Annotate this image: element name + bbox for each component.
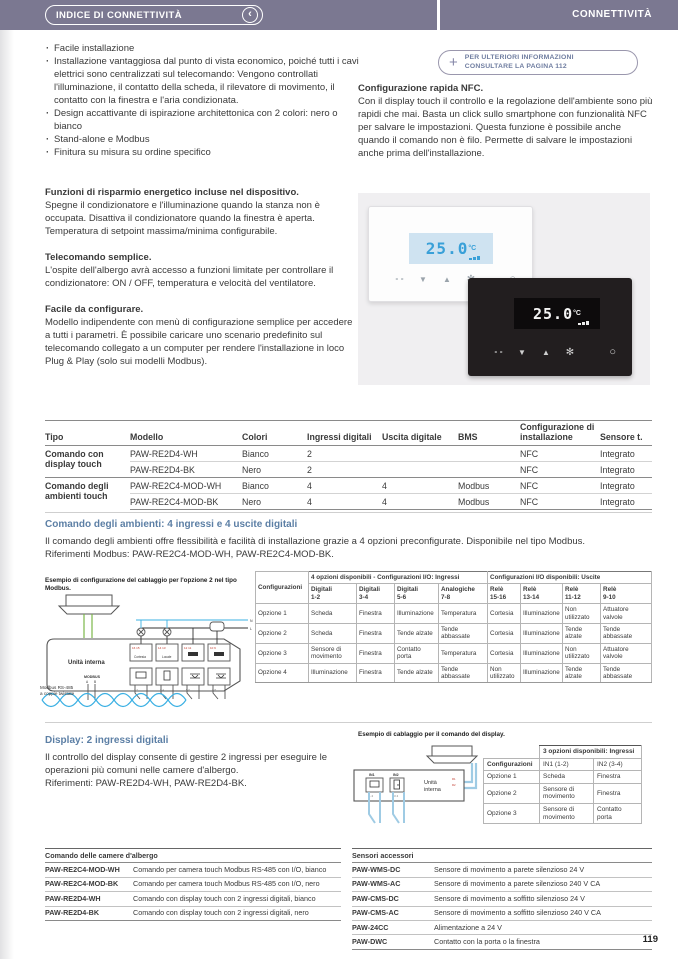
model-desc: Contatto con la porta o la finestra [434,935,652,949]
cell: Tende abbassate [439,624,488,644]
nfc-body: Con il display touch il controllo e la regolazione dell'ambiente sono più rapidi che mai. Basta un click sullo smartphone con funzionalità NFC per salvare le impostazioni. Questa funzione è possibile anche quando il comando non è filo. Permette di salvare le impostazioni anche prima dell'installazione. [358,96,653,159]
cell: 4 [382,494,458,510]
terminal-numbers: 1 2 [369,794,374,798]
cell: PAW-RE2C4-MOD-WH [130,478,242,494]
line-label: L [250,627,252,631]
locale-label: Locale [162,655,172,659]
model-desc: Comando con display touch con 2 ingressi digitali, bianco [133,892,341,906]
cell: Attuatore valvole [601,643,652,663]
cell [382,446,458,462]
benefit-body: Modello indipendente con menù di configurazione semplice per accedere a tutti i parametri. È possibile caricare uno scenario predefinito sul telecomando collegato a un computer per rendere l'installazione in loco Plug & Play (solo sui modelli Modbus). [45,317,353,367]
hotel-room-controls-table [45,848,341,921]
wire [464,763,472,782]
cell: Opzione 1 [484,771,540,784]
cell: Tende alzate [395,624,439,644]
feature-bullet-list [45,42,359,159]
io-row-option4 [256,663,652,683]
wiring-diagram-caption: Esempio di configurazione del cablaggio per l'opzione 2 nel tipo Modbus. [45,577,237,592]
cell: Integrato [600,448,635,459]
plus-icon: + [449,53,458,71]
fan-speed-bars-icon [469,256,481,260]
benefit-easy-config [45,303,359,368]
sensors-table-title-row [352,849,652,863]
io-group-header-row [256,572,652,584]
ambient-section-refs: Riferimenti Modbus: PAW-RE2C4-MOD-WH, PAW-RE2C4-MOD-BK. [45,549,334,560]
thermostat-black [468,278,632,376]
io-subhead: Digitali 5-6 [395,584,439,604]
io-subhead: Relè 9-10 [601,584,652,604]
terminal-r2-label: R2 [452,783,456,787]
modbus-b-label: B [94,680,97,684]
model-desc: Sensore di movimento a soffitto silenzioso 24 V [434,892,652,906]
cell: Contatto porta [395,643,439,663]
model-code: PAW-RE2D4-WH [45,892,133,906]
col-ingressi: Ingressi digitali [307,421,382,446]
nfc-section [358,82,654,160]
benefit-energy-saving [45,186,359,238]
more-info-button[interactable] [438,50,638,75]
io-subhead: Relè 11-12 [563,584,601,604]
cell: Cortesia [488,643,521,663]
bullet-item: · Facile installazione [45,42,359,55]
model-code: PAW-RE2C4-MOD-BK [45,877,133,891]
terminal-numbers: 12 11 [184,646,192,650]
model-code: PAW-WMS-DC [352,863,434,877]
cell: Modbus [458,478,520,494]
model-code: PAW-DWC [352,935,434,949]
table-row [45,446,652,462]
cell: 2 [307,462,382,478]
cell: Non utilizzato [563,643,601,663]
cell: Scheda [540,771,594,784]
model-code: PAW-CMS-AC [352,906,434,920]
twisted-pair-label2: a coppie twistate [40,691,75,696]
cell: Illuminazione [521,643,563,663]
cell: Finestra [357,604,395,624]
io-subhead: Digitali 3-4 [357,584,395,604]
neutral-label: N [250,619,253,623]
cell: PAW-RE2D4-WH [130,448,198,459]
table-row [352,921,652,935]
cell: Scheda [309,624,357,644]
cell [458,462,520,478]
display-section-refs: Riferimenti: PAW-RE2D4-WH, PAW-RE2D4-BK. [45,778,247,789]
benefit-title: Telecomando semplice. [45,252,152,263]
ambient-control-section [45,518,652,561]
ambient-section-title: Comando degli ambienti: 4 ingressi e 4 uscite digitali [45,519,298,530]
in1-label: IN1 [369,773,375,777]
dtab-row [484,803,642,823]
cell: NFC [520,478,600,494]
cortesia-label: Cortesia [134,655,146,659]
fan-icon: ✻ [565,346,575,358]
more-info-line2: CONSULTARE LA PAGINA 112 [464,62,567,70]
cell: Contatto porta [594,803,642,823]
display-section [45,734,359,790]
dtab-group-header: 3 opzioni disponibili: Ingressi [540,746,642,759]
terminal-numbers: 16 15 [132,646,140,650]
bullet-item: · Finitura su misura su ordine specifico [45,146,359,159]
relay-icon [214,652,224,656]
back-button-label: INDICE DI CONNETTIVITÀ [56,9,182,21]
cell: Modbus [458,494,520,510]
mode-icon: ∘∘ [493,349,505,356]
cell: 4 [307,494,382,510]
cell: Illuminazione [309,663,357,683]
accessory-sensors-table [352,848,652,950]
wiring-diagram [38,592,256,714]
cell: Cortesia [488,604,521,624]
power-icon: ○ [609,346,616,358]
model-desc: Sensore di movimento a soffitto silenzioso 240 V CA [434,906,652,920]
option-name: Opzione 1 [256,604,309,624]
terminal-numbers: 7 8 [212,688,216,692]
cell: Sensore di movimento [540,803,594,823]
model-code: PAW-CMS-DC [352,892,434,906]
top-header-bar [0,0,678,30]
io-row-option2 [256,624,652,644]
cell: Bianco [242,478,307,494]
temp-down-icon: ▼ [419,274,427,284]
cell: Illuminazione [521,604,563,624]
cell: Nero [242,462,307,478]
table-row [45,877,341,891]
terminal-numbers: 5 6 [186,688,190,692]
cell: Scheda [309,604,357,624]
indoor-unit-label: Unità interna [68,660,105,666]
model-desc: Sensore di movimento a parete silenzioso 240 V CA [434,877,652,891]
cell: Finestra [357,643,395,663]
io-config-table [255,571,652,683]
thermostat-product-photo [358,193,650,385]
cell: PAW-RE2C4-MOD-BK [130,494,242,510]
cell: 4 [382,478,458,494]
cell: NFC [520,448,539,459]
io-subhead: Analogiche 7-8 [439,584,488,604]
cell: Bianco [242,448,269,459]
temp-up-icon: ▲ [542,347,550,357]
cell: Attuatore valvole [601,604,652,624]
col-colori: Colori [242,421,307,446]
dtab-group-row [484,746,642,759]
thermostat-white-lcd [409,233,493,264]
relay-icon [188,652,198,656]
col-bms: BMS [458,421,520,446]
model-desc: Comando per camera touch Modbus RS-485 con I/O, bianco [133,863,341,877]
cell: 2 [307,448,312,459]
terminal-numbers: 1 2 [134,688,138,692]
thermostat-black-lcd [514,298,600,329]
display-diagram-caption: Esempio di cablaggio per il comando del display. [358,731,505,738]
cell: Cortesia [488,624,521,644]
terminal-numbers: 3 4 [160,688,164,692]
io-row-option3 [256,643,652,663]
temperature-unit: °C [468,245,477,252]
model-code: PAW-24CC [352,921,434,935]
mode-icon: ∘∘ [394,276,406,283]
order-table-title-row [45,849,341,863]
display-section-title: Display: 2 ingressi digitali [45,735,169,746]
cell: Illuminazione [395,604,439,624]
io-subhead: Relè 15-16 [488,584,521,604]
bullet-item: · Stand-alone e Modbus [45,133,359,146]
io-row-option1 [256,604,652,624]
col-sensore: Sensore t. [600,421,652,446]
cell: Tende alzate [395,663,439,683]
display-wiring-diagram [352,742,480,847]
benefit-simple-remote [45,251,359,290]
io-subhead: Relè 13-14 [521,584,563,604]
option-name: Opzione 3 [256,643,309,663]
model-desc: Sensore di movimento a parete silenzioso 24 V [434,863,652,877]
option-name: Opzione 4 [256,663,309,683]
model-desc: Comando per camera touch Modbus RS-485 con I/O, nero [133,877,341,891]
type-cell: Comando degli ambienti touch [45,478,130,510]
model-code: PAW-RE2D4-BK [45,906,133,920]
temperature-unit: °C [573,310,581,317]
cell: Sensore di movimento [309,643,357,663]
cell: Finestra [357,624,395,644]
col-tipo: Tipo [45,421,130,446]
terminal-r1-label: R1 [452,777,456,781]
models-table [45,420,652,510]
nfc-title: Configurazione rapida NFC. [358,83,484,94]
cell: Non utilizzato [488,663,521,683]
wire [464,763,476,788]
col-modello: Modello [130,421,242,446]
io-outputs-group-header: Configurazioni I/O disponibili: Uscite [488,572,652,584]
io-col-configurazioni: Configurazioni [256,572,309,604]
cell: Illuminazione [521,663,563,683]
lamp-icons [137,622,224,636]
dtab-col: IN2 (3-4) [594,758,642,771]
table-row [352,863,652,877]
cell: Finestra [594,771,642,784]
table-row [45,494,652,510]
cell: Integrato [600,478,652,494]
cell [458,446,520,462]
cell: Temperatura [439,643,488,663]
models-header-row [45,421,652,446]
cell: Sensore di movimento [540,783,594,803]
io-inputs-group-header: 4 opzioni disponibili - Configurazioni I/O: Ingressi [309,572,488,584]
dtab-header-row [484,758,642,771]
cell: Tende alzate [563,624,601,644]
benefit-title: Facile da configurare. [45,304,144,315]
divider-rule [45,512,652,513]
option-name: Opzione 2 [256,624,309,644]
cell: Tende abbassate [439,663,488,683]
benefit-body: L'ospite dell'albergo avrà accesso a funzioni limitate per controllare il condizionatore: ON / OFF, temperatura e velocità del ventilatore. [45,265,334,289]
cell: NFC [520,494,600,510]
cell: Temperatura [439,604,488,624]
cell: Finestra [357,663,395,683]
temperature-reading: 25.0 [425,239,469,258]
bullet-item: · Installazione vantaggiosa dal punto di vista economico, poiché tutti i cavi elettrici sono centralizzati sul telecomando: Vengono controllati l'illuminazione, il contatto della scheda, il rilevatore di movimento, il contatto con la finestra e l'aria condizionata. [45,55,359,107]
benefit-body: Spegne il condizionatore e l'illuminazione quando la stanza non è occupata. Disattiva il condizionatore quando la finestra è aperta. Temperatura di setpoint massima/minima configurabile. [45,200,320,237]
cell: PAW-RE2D4-BK [130,462,242,478]
io-subhead: Digitali 1-2 [309,584,357,604]
cell: Integrato [600,494,652,510]
display-section-body: Il controllo del display consente di gestire 2 ingressi per eseguire le operazioni più comuni nelle camere d'albergo. [45,752,327,776]
chevron-left-icon: ‹ [242,7,258,23]
table-row [352,906,652,920]
cell: Opzione 3 [484,803,540,823]
fan-speed-bars-icon [578,321,590,325]
more-info-label [465,54,574,71]
temp-up-icon: ▲ [443,274,451,284]
type-cell: Comando con display touch [45,448,104,469]
temperature-reading: 25.0 [533,304,574,323]
cell: NFC [520,462,600,478]
header-divider [437,0,440,30]
table-row [352,877,652,891]
cell: Tende abbassate [601,624,652,644]
cell: 4 [307,478,382,494]
cell: Tende abbassate [601,663,652,683]
display-io-table [483,745,642,824]
model-desc: Comando con display touch con 2 ingressi digitali, nero [133,906,341,920]
dtab-col: Configurazioni [484,758,540,771]
dtab-col: IN1 (1-2) [540,758,594,771]
table-row [352,935,652,949]
cell: Finestra [594,783,642,803]
in2-label: IN2 [393,773,399,777]
table-row [45,478,652,494]
table-row [352,892,652,906]
io-subheader-row [256,584,652,604]
empty-cell [484,746,540,759]
dtab-row [484,783,642,803]
cell: Nero [242,494,307,510]
cell [382,462,458,478]
model-code: PAW-RE2C4-MOD-WH [45,863,133,877]
ambient-section-body: Il comando degli ambienti offre flessibilità e facilità di installazione grazie a 4 opzioni preconfigurate. Disponibile nel tipo Modbus. [45,536,586,547]
modbus-a-label: A [86,680,89,684]
index-connectivity-back-button[interactable] [45,5,263,25]
benefit-title: Funzioni di risparmio energetico incluse nel dispositivo. [45,187,299,198]
modbus-label: MODBUS [84,675,100,679]
temp-down-icon: ▼ [518,347,526,357]
bullet-item: · Design accattivante di ispirazione architettonica con 2 colori: nero o bianco [45,107,359,133]
more-info-line1: PER ULTERIORI INFORMAZIONI [464,54,574,61]
terminal-numbers: 3 4 [394,794,399,798]
table-row [45,906,341,920]
sensors-table-title: Sensori accessori [352,849,652,863]
terminal-numbers: 14 13 [158,646,166,650]
cell: Non utilizzato [563,604,601,624]
section-title: CONNETTIVITÀ [572,9,652,20]
terminal-numbers: 10 9 [210,646,216,650]
table-row [45,863,341,877]
indoor-unit-label: Unità [424,780,437,786]
table-row [45,892,341,906]
col-uscita: Uscita digitale [382,421,458,446]
col-config: Configurazione di installazione [520,421,600,446]
model-desc: Alimentazione a 24 V [434,921,652,935]
touch-buttons-row [468,346,632,358]
cell: Opzione 2 [484,783,540,803]
scan-edge-shadow [0,0,14,959]
twisted-pair-label1: Modbus RS-485 [40,685,74,690]
indoor-unit-label2: interna [424,787,441,793]
order-table-title: Comando delle camere d'albergo [45,849,341,863]
benefits-column [45,186,359,381]
table-row [45,462,652,478]
model-code: PAW-WMS-AC [352,877,434,891]
dtab-row [484,771,642,784]
cell: Illuminazione [521,624,563,644]
cell: Tende alzate [563,663,601,683]
cell: Integrato [600,462,652,478]
divider-rule [45,722,652,723]
page-number: 119 [642,934,658,945]
